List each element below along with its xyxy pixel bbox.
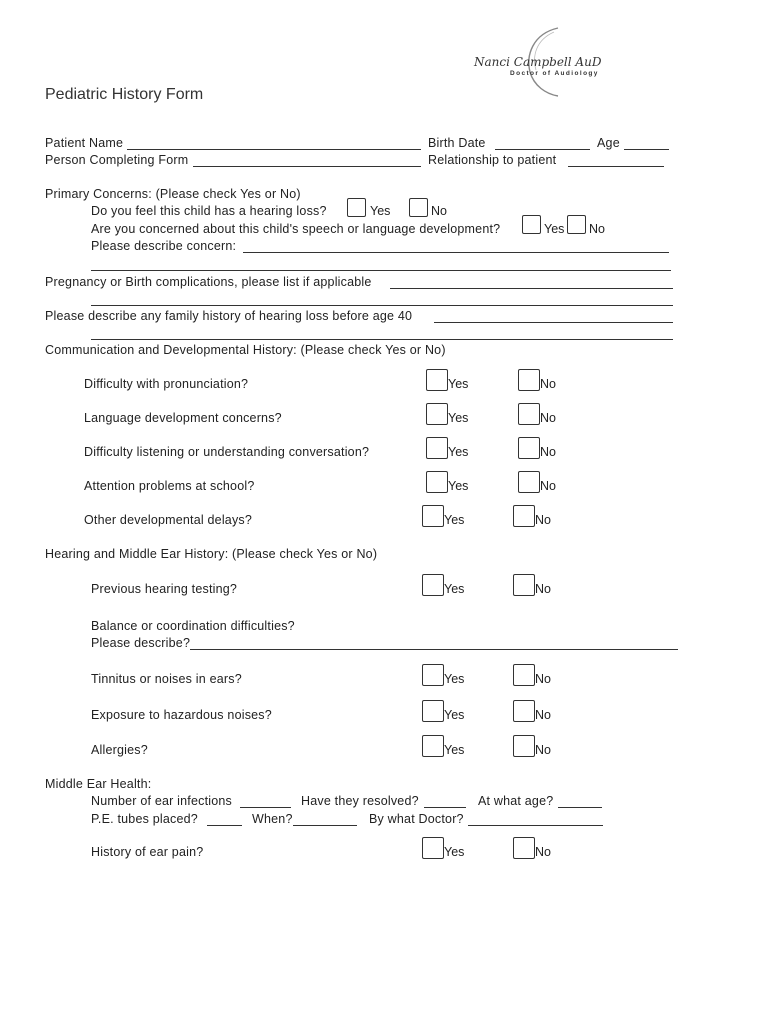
relationship-field[interactable] <box>568 166 664 167</box>
previous-testing-yes-checkbox[interactable] <box>422 574 444 596</box>
noise-exposure-yes-checkbox[interactable] <box>422 700 444 722</box>
communication-heading: Communication and Developmental History: (Please check Yes or No) <box>45 343 446 357</box>
pregnancy-field-2[interactable] <box>91 305 673 306</box>
pronunciation-question: Difficulty with pronunciation? <box>84 377 249 391</box>
resolved-field[interactable] <box>424 807 466 808</box>
doctor-label: By what Doctor? <box>369 812 464 826</box>
balance-question: Balance or coordination difficulties? <box>91 619 295 633</box>
listening-yes-checkbox[interactable] <box>426 437 448 459</box>
yes-label: Yes <box>448 445 469 459</box>
yes-label: Yes <box>448 411 469 425</box>
yes-label: Yes <box>444 743 465 757</box>
speech-concern-yes-checkbox[interactable] <box>522 215 541 234</box>
yes-label: Yes <box>444 708 465 722</box>
attention-no-checkbox[interactable] <box>518 471 540 493</box>
patient-name-label: Patient Name <box>45 136 124 150</box>
listening-question: Difficulty listening or understanding conversation? <box>84 445 370 459</box>
hearing-history-heading: Hearing and Middle Ear History: (Please check Yes or No) <box>45 547 378 561</box>
tubes-label: P.E. tubes placed? <box>91 812 198 826</box>
when-field[interactable] <box>293 825 357 826</box>
allergies-yes-checkbox[interactable] <box>422 735 444 757</box>
pronunciation-yes-checkbox[interactable] <box>426 369 448 391</box>
no-label: No <box>535 708 551 722</box>
no-label: No <box>540 377 556 391</box>
at-what-age-label: At what age? <box>478 794 554 808</box>
no-label: No <box>535 672 551 686</box>
no-label: No <box>540 479 556 493</box>
developmental-delays-question: Other developmental delays? <box>84 513 252 527</box>
person-completing-label: Person Completing Form <box>45 153 189 167</box>
birth-date-label: Birth Date <box>428 136 486 150</box>
pregnancy-field[interactable] <box>390 288 673 289</box>
ear-infections-label: Number of ear infections <box>91 794 232 808</box>
birth-date-field[interactable] <box>495 149 590 150</box>
no-label: No <box>535 513 551 527</box>
age-label: Age <box>597 136 620 150</box>
language-development-no-checkbox[interactable] <box>518 403 540 425</box>
no-label: No <box>431 204 447 218</box>
page-title: Pediatric History Form <box>45 86 204 103</box>
patient-name-field[interactable] <box>127 149 421 150</box>
family-history-field-2[interactable] <box>91 339 673 340</box>
tinnitus-question: Tinnitus or noises in ears? <box>91 672 242 686</box>
language-development-question: Language development concerns? <box>84 411 282 425</box>
relationship-label: Relationship to patient <box>428 153 557 167</box>
logo-subtitle: Doctor of Audiology <box>510 70 599 77</box>
yes-label: Yes <box>444 845 465 859</box>
yes-label: Yes <box>444 672 465 686</box>
yes-label: Yes <box>448 377 469 391</box>
no-label: No <box>535 582 551 596</box>
pregnancy-label: Pregnancy or Birth complications, please list if applicable <box>45 275 372 289</box>
yes-label: Yes <box>544 222 565 236</box>
no-label: No <box>535 845 551 859</box>
speech-concern-question: Are you concerned about this child's speech or language development? <box>91 222 501 236</box>
person-completing-field[interactable] <box>193 166 421 167</box>
allergies-no-checkbox[interactable] <box>513 735 535 757</box>
pronunciation-no-checkbox[interactable] <box>518 369 540 391</box>
primary-concerns-heading: Primary Concerns: (Please check Yes or No) <box>45 187 301 201</box>
noise-exposure-question: Exposure to hazardous noises? <box>91 708 272 722</box>
balance-describe-label: Please describe? <box>91 636 191 650</box>
ear-pain-question: History of ear pain? <box>91 845 204 859</box>
describe-concern-field[interactable] <box>243 252 669 253</box>
resolved-label: Have they resolved? <box>301 794 419 808</box>
previous-testing-no-checkbox[interactable] <box>513 574 535 596</box>
when-label: When? <box>252 812 293 826</box>
ear-pain-yes-checkbox[interactable] <box>422 837 444 859</box>
ear-infections-field[interactable] <box>240 807 291 808</box>
yes-label: Yes <box>448 479 469 493</box>
previous-testing-question: Previous hearing testing? <box>91 582 238 596</box>
family-history-field[interactable] <box>434 322 673 323</box>
no-label: No <box>589 222 605 236</box>
tinnitus-yes-checkbox[interactable] <box>422 664 444 686</box>
hearing-loss-question: Do you feel this child has a hearing loss? <box>91 204 327 218</box>
language-development-yes-checkbox[interactable] <box>426 403 448 425</box>
speech-concern-no-checkbox[interactable] <box>567 215 586 234</box>
hearing-loss-no-checkbox[interactable] <box>409 198 428 217</box>
attention-yes-checkbox[interactable] <box>426 471 448 493</box>
yes-label: Yes <box>444 513 465 527</box>
no-label: No <box>540 411 556 425</box>
ear-pain-no-checkbox[interactable] <box>513 837 535 859</box>
doctor-field[interactable] <box>468 825 603 826</box>
no-label: No <box>535 743 551 757</box>
listening-no-checkbox[interactable] <box>518 437 540 459</box>
middle-ear-heading: Middle Ear Health: <box>45 777 152 791</box>
age-field[interactable] <box>624 149 669 150</box>
describe-concern-label: Please describe concern: <box>91 239 237 253</box>
describe-concern-field-2[interactable] <box>91 270 671 271</box>
allergies-question: Allergies? <box>91 743 148 757</box>
yes-label: Yes <box>370 204 391 218</box>
tinnitus-no-checkbox[interactable] <box>513 664 535 686</box>
no-label: No <box>540 445 556 459</box>
attention-question: Attention problems at school? <box>84 479 255 493</box>
logo-name: Nanci Campbell AuD <box>474 55 602 69</box>
hearing-loss-yes-checkbox[interactable] <box>347 198 366 217</box>
noise-exposure-no-checkbox[interactable] <box>513 700 535 722</box>
at-what-age-field[interactable] <box>558 807 602 808</box>
balance-describe-field[interactable] <box>190 649 678 650</box>
yes-label: Yes <box>444 582 465 596</box>
developmental-delays-yes-checkbox[interactable] <box>422 505 444 527</box>
family-history-label: Please describe any family history of hearing loss before age 40 <box>45 309 413 323</box>
developmental-delays-no-checkbox[interactable] <box>513 505 535 527</box>
tubes-field[interactable] <box>207 825 242 826</box>
